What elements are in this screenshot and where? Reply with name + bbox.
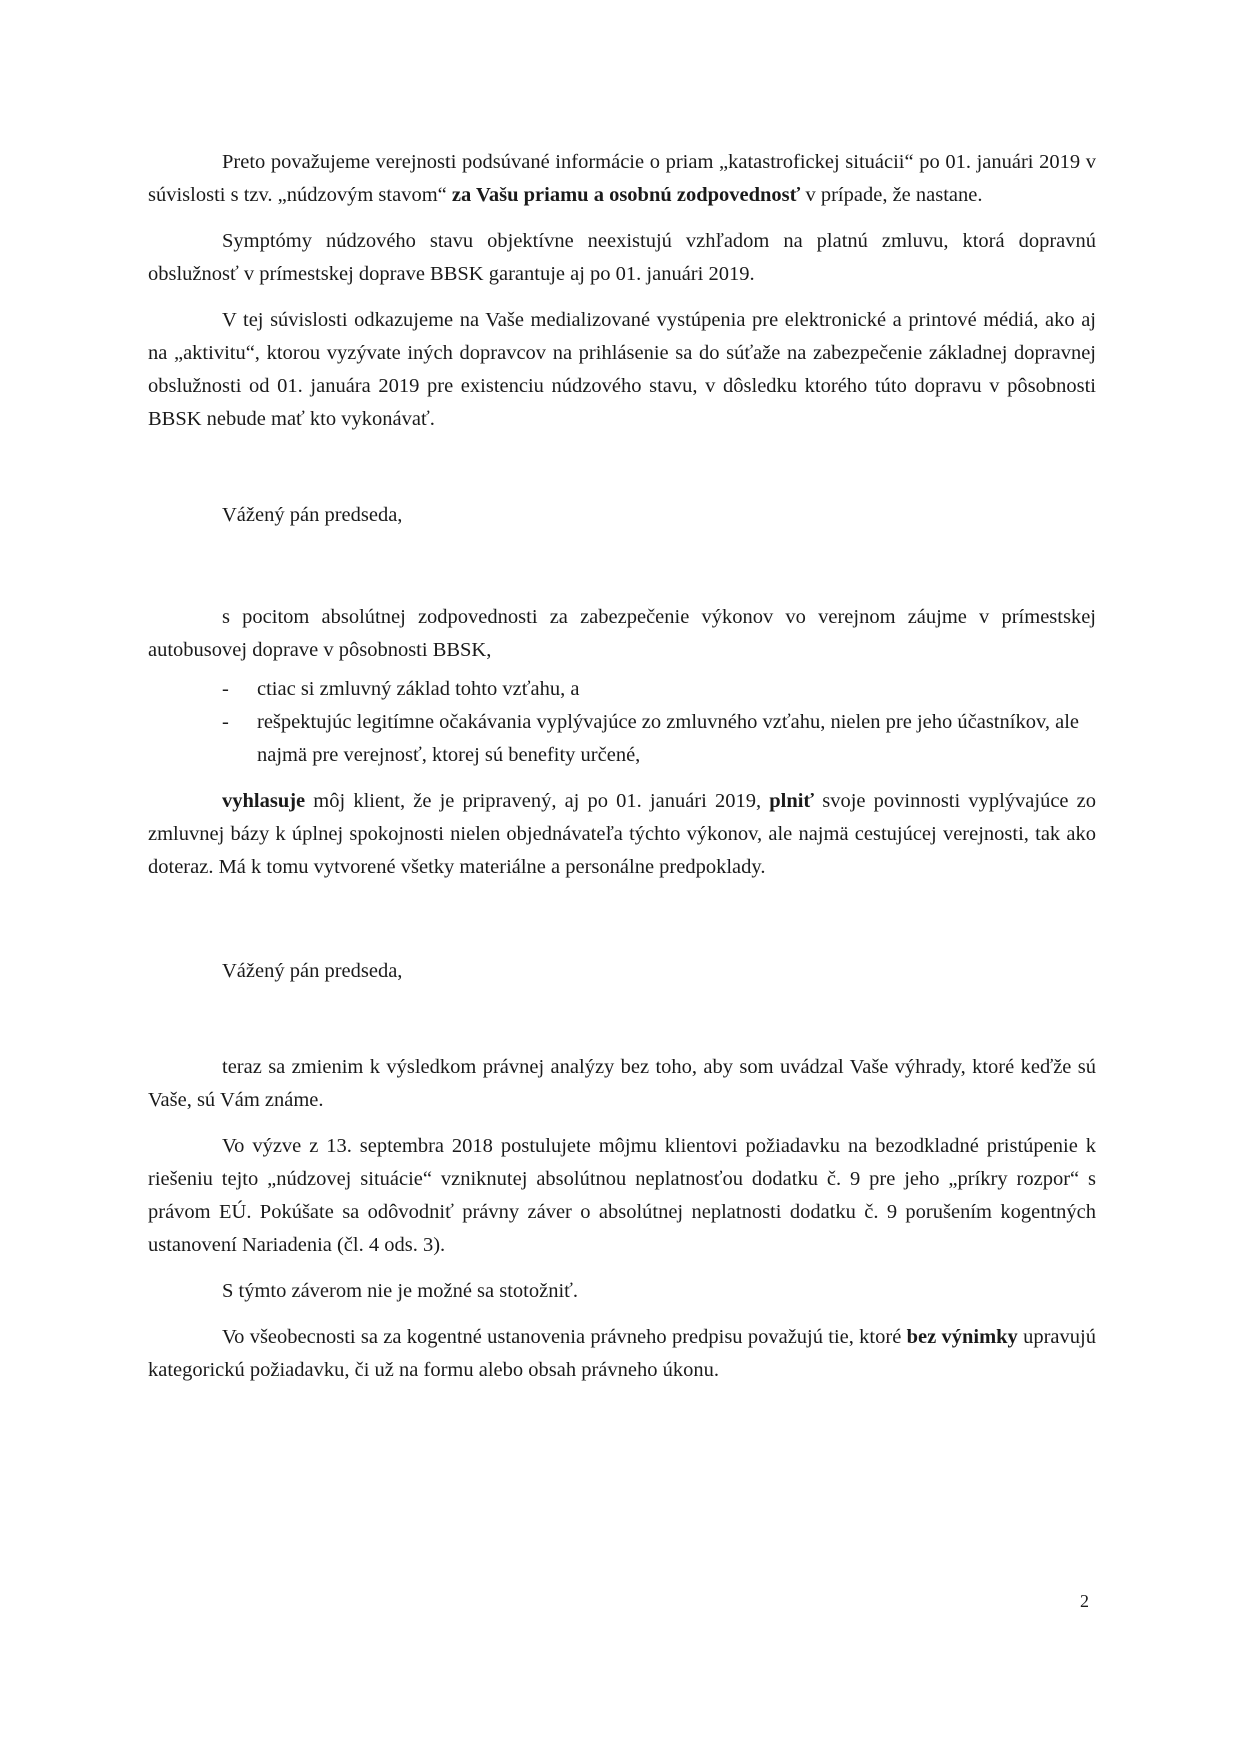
list-item (148, 706, 1096, 772)
document-body (148, 146, 1096, 1400)
spacer (148, 988, 1096, 1051)
list-item-text: ctiac si zmluvný základ tohto vzťahu, a (257, 678, 580, 700)
list-item-text: rešpektujúc legitímne očakávania vyplývajúce zo zmluvného vzťahu, nielen pre jeho účastníkov, ale najmä pre verejnosť, ktorej sú benefity určené, (257, 711, 1080, 766)
list-dash: - (222, 711, 229, 733)
paragraph-5-tail: svoje povinnosti vyplývajúce zo zmluvnej bázy k úplnej spokojnosti nielen objednávateľa týchto výkonov, ale najmä cestujúcej verejnosti, tak ako doteraz. Má k tomu vytvorené všetky materiálne a personálne predpoklady. (148, 790, 1097, 878)
list-item (148, 673, 1096, 706)
paragraph-3: V tej súvislosti odkazujeme na Vaše medializované vystúpenia pre elektronické a printové médiá, ako aj na „aktivitu“, ktorou vyzývate iných dopravcov na prihlásenie sa do súťaže na zabezpečenie základnej dopravnej obslužnosti od 01. januára 2019 pre existenciu núdzového stavu, v dôsledku ktorého túto dopravu v pôsobnosti BBSK nebude mať kto vykonávať. (148, 309, 1096, 430)
spacer (148, 897, 1096, 955)
paragraph-5-bold-2: plniť (769, 790, 815, 812)
dash-list (148, 673, 1096, 772)
paragraph-4: s pocitom absolútnej zodpovednosti za zabezpečenie výkonov vo verejnom záujme v prímestskej autobusovej doprave v pôsobnosti BBSK, (148, 606, 1096, 661)
paragraph-5-bold-1: vyhlasuje (222, 790, 306, 812)
salutation-1: Vážený pán predseda, (222, 504, 403, 526)
paragraph-7: Vo výzve z 13. septembra 2018 postulujete môjmu klientovi požiadavku na bezodkladné pristúpenie k riešeniu tejto „núdzovej situácie“ vzniknutej absolútnou neplatnosťou dodatku č. 9 pre jeho „príkry rozpor“ s právom EÚ. Pokúšate sa odôvodniť právny záver o absolútnej neplatnosti dodatku č. 9 porušením kogentných ustanovení Nariadenia (čl. 4 ods. 3). (148, 1135, 1096, 1256)
paragraph-9 (148, 1321, 1096, 1387)
paragraph-1 (148, 146, 1096, 212)
paragraph-8: S týmto záverom nie je možné sa stotožniť. (222, 1280, 579, 1302)
paragraph-9-text: Vo všeobecnosti sa za kogentné ustanovenia právneho predpisu považujú tie, ktoré (222, 1326, 907, 1348)
paragraph-1-tail: v prípade, že nastane. (800, 184, 983, 206)
paragraph-1-text: Preto považujeme verejnosti podsúvané informácie o priam „katastrofickej situácii“ po 01. januári 2019 v súvislosti s tzv. „núdzovým stavom“ (148, 151, 1096, 206)
paragraph-9-bold-text: bez výnimky (906, 1326, 1018, 1348)
salutation-2: Vážený pán predseda, (222, 960, 403, 982)
paragraph-6: teraz sa zmienim k výsledkom právnej analýzy bez toho, aby som uvádzal Vaše výhrady, ktoré keďže sú Vaše, sú Vám známe. (148, 1056, 1096, 1111)
spacer (148, 532, 1096, 601)
paragraph-5-text: môj klient, že je pripravený, aj po 01. januári 2019, (305, 790, 770, 812)
spacer (148, 449, 1096, 499)
page-number: 2 (1080, 1591, 1089, 1611)
paragraph-9-tail: upravujú kategorickú požiadavku, či už na formu alebo obsah právneho úkonu. (148, 1326, 1096, 1381)
paragraph-1-bold-text: za Vašu priamu a osobnú zodpovednosť (451, 184, 801, 206)
list-dash: - (222, 678, 229, 700)
paragraph-2: Symptómy núdzového stavu objektívne neexistujú vzhľadom na platnú zmluvu, ktorá dopravnú obslužnosť v prímestskej doprave BBSK garantuje aj po 01. januári 2019. (148, 230, 1096, 285)
paragraph-5 (148, 785, 1096, 884)
